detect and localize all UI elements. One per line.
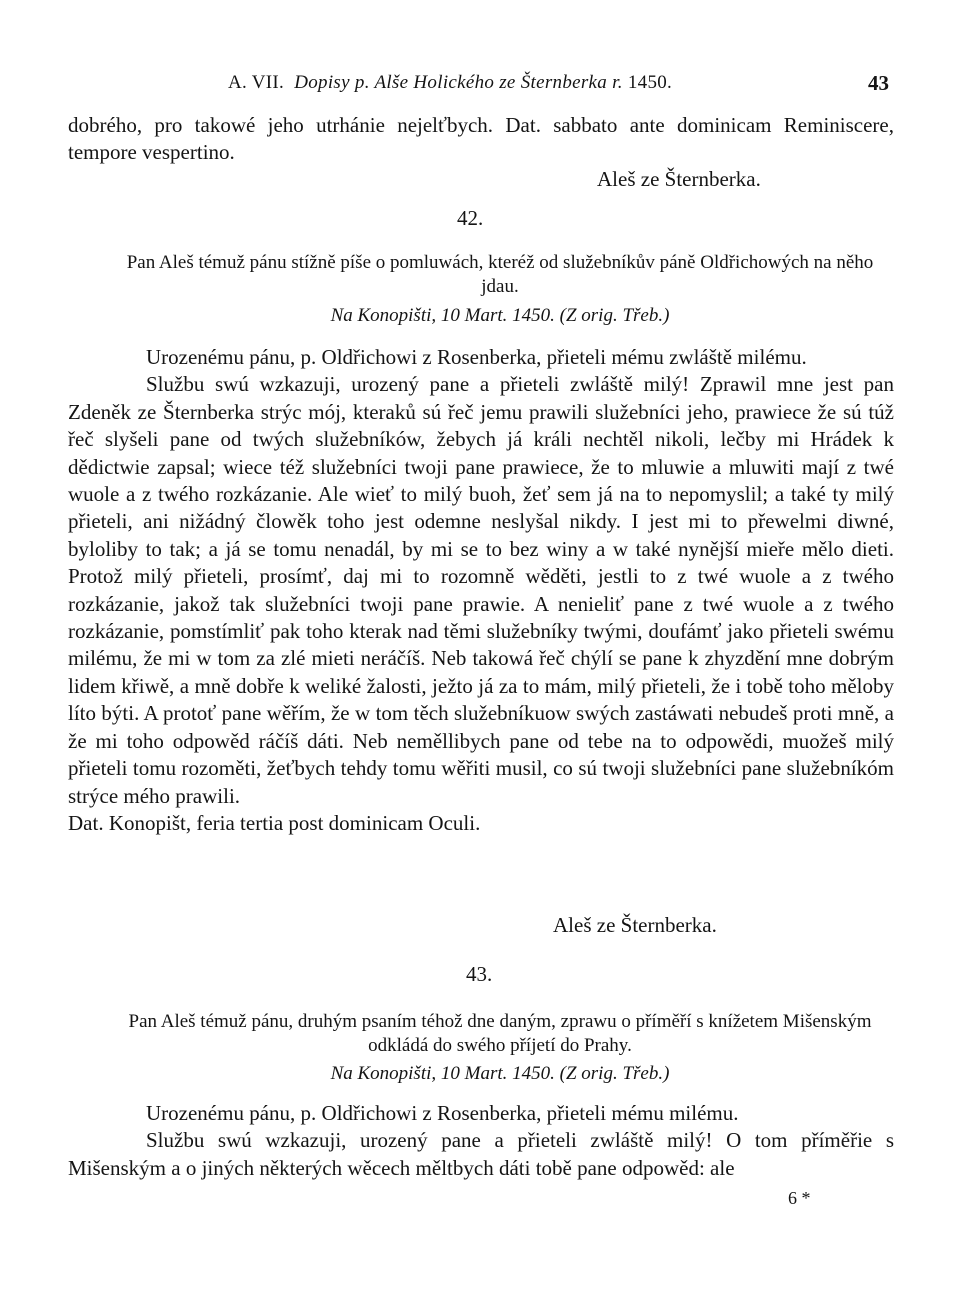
- letter-42-text: [68, 344, 894, 837]
- running-head: [228, 72, 672, 94]
- letter-42-number: 42.: [457, 206, 484, 230]
- letter-42-dateline: Dat. Konopišt, feria tertia post dominicam Oculi.: [68, 810, 481, 835]
- letter-41-closing-text: dobrého, pro takowé jeho utrhánie nejelťbych. Dat. sabbato ante dominicam Reminiscere, tempore vespertino.: [68, 113, 894, 165]
- running-head-prefix: A. VII.: [228, 72, 285, 93]
- letter-42-signature: Aleš ze Šternberka.: [553, 913, 717, 937]
- page-header: [0, 72, 960, 102]
- letter-42-summary: Pan Aleš témuž pánu stížně píše o pomluwách, kteréž od služebníkův páně Oldřichowých na něho jdau.: [126, 252, 874, 297]
- letter-43-salutation: Urozenému pánu, p. Oldřichowi z Rosenberka, přieteli mému milému.: [146, 1101, 739, 1125]
- running-head-year: 1450.: [627, 72, 673, 93]
- running-head-title: Dopisy p. Alše Holického ze Šternberka r.: [294, 72, 623, 93]
- page-number: 43: [868, 71, 889, 95]
- letter-43-text: [68, 1100, 894, 1182]
- letter-42-body: Službu swú wzkazuji, urozený pane a přieteli zwláště milý! Zprawil mne jest pan Zdeněk ze Šternberka strýc mój, kteraků sú řeč jemu prawili služebníci jeho, prawiece že sú túž řeč slyšeli pane od twých služebníków, žebych já králi nechtěl nikoli, lečby mi Hrádek k dědictwie zapsal; wiece též služebníci twoji pane prawiece, že to mluwie a mluwiti mají z twé wuole a z twého rozkázanie. Ale wieť to milý buoh, žeť sem já na to nepomyslil; a také ty milý přieteli, ani nižádný člowěk toho jest odemne neslyšal nikdy. I jest mi to přewelmi diwné, byloliby to tak; a já se tomu nenadál, by mi se to bez winy a w také nynější mieře mělo dieti. Protož milý přieteli, prosímť, daj mi to rozomně wěděti, jestli to z twé wuole a z twého rozkázanie, jakož tak služebníci twoji pane prawie. A nenieliť pane z twé wuole a z twého rozkázanie, pomstímliť pak toho kterak nad těmi služebníky twými, doufámť jako přieteli swému milému, že mi w tom za zlé mieti neráčíš. Neb takowá řeč chýlí se pane k zhyzdění mne dobrým lidem křiwě, a mně dobře k weliké žalosti, ježto já za to mám, milý přieteli, že i tobě toho měloby líto býti. A protoť pane wěřím, že w tom těch služebníkuow swých zastáwati nebudeš proti mně, a že mi toho odpowěd ráčíš dáti. Neb neměllibych pane od tebe na to odpowědi, muožeš milý přieteli tomu rozoměti, žeťbych tehdy tomu wěřiti musil, co sú twoji služebníci pane služebníkóm strýce mého prawili.: [68, 372, 894, 808]
- letter-43-source: Na Konopišti, 10 Mart. 1450. (Z orig. Třeb.): [330, 1063, 670, 1084]
- sheet-signature-mark: 6 *: [788, 1188, 811, 1208]
- letter-42-source: Na Konopišti, 10 Mart. 1450. (Z orig. Třeb.): [330, 305, 670, 326]
- letter-42-salutation: Urozenému pánu, p. Oldřichowi z Rosenberka, přieteli mému zwláště milému.: [146, 345, 807, 369]
- letter-43-body: Službu swú wzkazuji, urozený pane a přieteli zwláště milý! O tom příměřie s Mišenským a o jiných některých wěcech měltbych dáti tobě pane odpowěd: ale: [68, 1128, 894, 1180]
- letter-41-end: [68, 112, 894, 167]
- letter-43-summary: Pan Aleš témuž pánu, druhým psaním téhož dne daným, zprawu o příměří s knížetem Mišenským odkládá do swého příjetí do Prahy.: [128, 1011, 872, 1056]
- letter-41-signature: Aleš ze Šternberka.: [597, 167, 761, 191]
- letter-43-number: 43.: [466, 962, 493, 986]
